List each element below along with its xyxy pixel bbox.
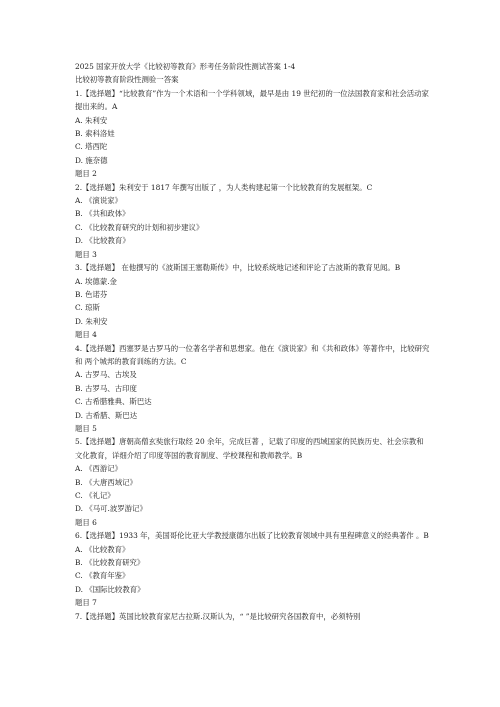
answer-option: C. 《比较教育研究的计划和初步建议》 bbox=[75, 222, 204, 232]
next-question-label: 题目 7 bbox=[75, 598, 97, 608]
question-block bbox=[75, 261, 431, 341]
answer-option: B. 《大唐西域记》 bbox=[75, 477, 137, 487]
answer-option: C. 琼斯 bbox=[75, 303, 100, 313]
question-list bbox=[75, 87, 431, 623]
question-block bbox=[75, 435, 431, 529]
answer-option: C. 塔西陀 bbox=[75, 142, 108, 152]
document-subtitle: 比较初等教育阶段性测验一答案 bbox=[75, 75, 179, 85]
answer-option: B. 《共和政体》 bbox=[75, 209, 130, 219]
answer-option: A. 埃德蒙.金 bbox=[75, 276, 117, 286]
answer-option: D. 施奈德 bbox=[75, 155, 108, 165]
answer-option: B. 色诺芬 bbox=[75, 289, 108, 299]
question-text: 4.【选择题】西塞罗是古罗马的一位著名学者和思想家。他在《演说家》和《共和政体》等著作中，比较研究 和 两个城邦的教育训练的方法。C bbox=[75, 343, 430, 366]
question-block bbox=[75, 610, 431, 623]
question-block bbox=[75, 181, 431, 261]
question-text: 5.【选择题】唐朝高僧玄奘旅行取经 20 余年，完成巨著 ，记载了印度的西域国家的民族历史、社会宗教和文化教育，详细介绍了印度等国的教育制度、学校课程和教师教学。B bbox=[75, 437, 424, 460]
answer-option: D. 《马可.波罗游记》 bbox=[75, 504, 147, 514]
answer-option: A. 《西游记》 bbox=[75, 464, 122, 474]
document-title: 2025 国家开放大学《比较初等教育》形考任务阶段性测试答案 1-4 bbox=[75, 62, 296, 71]
answer-option: B. 古罗马、古印度 bbox=[75, 383, 137, 393]
answer-option: B. 索科洛娃 bbox=[75, 129, 115, 139]
answer-option: A. 《比较教育》 bbox=[75, 544, 130, 554]
answer-option: D. 《比较教育》 bbox=[75, 236, 130, 246]
question-text: 3.【选择题】 在他撰写的《波斯国王塞勒斯传》中，比较系统地记述和评论了古波斯的教育见闻。B bbox=[75, 263, 401, 273]
question-block bbox=[75, 342, 431, 436]
answer-option: A. 朱利安 bbox=[75, 115, 108, 125]
answer-option: D. 《国际比较教育》 bbox=[75, 584, 145, 594]
next-question-label: 题目 2 bbox=[75, 169, 97, 179]
next-question-label: 题目 3 bbox=[75, 249, 97, 259]
question-text: 7.【选择题】英国比较教育家尼古拉斯.汉斯认为，“ ”是比较研究各国教育中，必须特别 bbox=[75, 611, 361, 621]
question-block bbox=[75, 87, 431, 181]
question-text: 1.【选择题】“比较教育”作为一个术语和一个学科领域，最早是由 19 世纪初的一位法国教育家和社会活动家 提出来的。A bbox=[75, 88, 429, 112]
question-text: 2.【选择题】朱利安于 1817 年撰写出版了 ，为人类构建起第一个比较教育的发展框架。C bbox=[75, 182, 373, 192]
answer-option: A. 古罗马、古埃及 bbox=[75, 370, 137, 380]
question-block bbox=[75, 529, 431, 609]
answer-option: A. 《演说家》 bbox=[75, 196, 122, 206]
next-question-label: 题目 4 bbox=[75, 330, 97, 340]
answer-option: C. 古希腊雅典、斯巴达 bbox=[75, 397, 152, 407]
next-question-label: 题目 6 bbox=[75, 517, 97, 527]
answer-option: B. 《比较教育研究》 bbox=[75, 558, 145, 568]
answer-option: D. 朱利安 bbox=[75, 316, 108, 326]
document-page bbox=[75, 60, 431, 623]
question-text: 6.【选择题】1933 年，美国哥伦比亚大学教授康德尔出版了比较教育领域中具有里程碑意义的经典著作 。B bbox=[75, 531, 429, 541]
answer-option: C. 《教育年鉴》 bbox=[75, 571, 130, 581]
answer-option: C. 《礼记》 bbox=[75, 491, 115, 500]
answer-option: D. 古希腊、斯巴达 bbox=[75, 410, 138, 420]
next-question-label: 题目 5 bbox=[75, 423, 97, 433]
